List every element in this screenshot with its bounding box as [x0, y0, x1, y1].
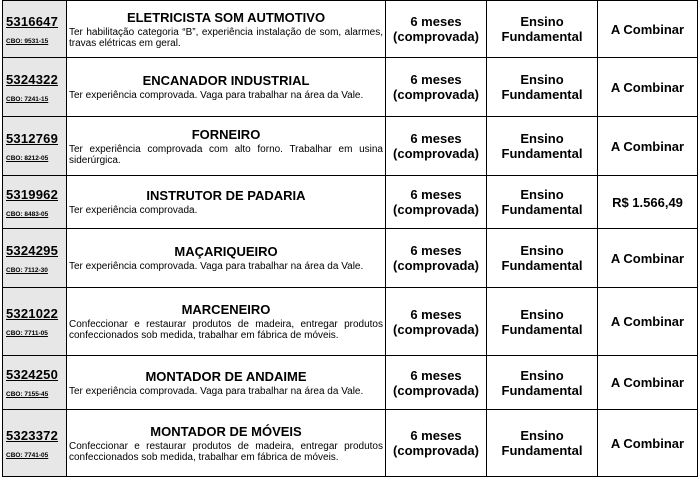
job-description: Confeccionar e restaurar produtos de madeira, entregar produtos confeccionados sob medida, trabalhar em fábrica de móveis. — [69, 440, 383, 463]
experience-line-2: (comprovada) — [393, 321, 479, 337]
job-description: Ter experiência comprovada. — [69, 205, 198, 216]
job-title: MONTADOR DE ANDAIME — [145, 368, 307, 384]
experience-cell — [386, 229, 487, 288]
cbo-code: CBO: 7711-05 — [6, 330, 48, 337]
description-cell — [67, 176, 386, 229]
education-cell — [487, 1, 598, 58]
education — [487, 307, 597, 337]
education-line-2: Fundamental — [501, 87, 583, 102]
salary: A Combinar — [610, 375, 685, 390]
description-cell — [67, 58, 386, 117]
education-line-2: Fundamental — [501, 443, 583, 458]
education — [487, 187, 597, 217]
salary-cell — [598, 410, 698, 477]
salary-cell — [598, 176, 698, 229]
salary: A Combinar — [610, 314, 685, 329]
salary: A Combinar — [610, 21, 685, 37]
experience — [386, 14, 486, 44]
experience — [386, 368, 486, 398]
description-cell — [67, 356, 386, 410]
education-cell — [487, 288, 598, 356]
salary-cell — [598, 356, 698, 410]
education — [487, 14, 597, 44]
salary: A Combinar — [610, 138, 685, 154]
description-cell — [67, 288, 386, 356]
salary-cell — [598, 229, 698, 288]
code-cell — [3, 117, 67, 176]
experience-line-1: 6 meses — [410, 243, 462, 258]
job-row — [3, 288, 698, 356]
description-cell — [67, 229, 386, 288]
education-cell — [487, 176, 598, 229]
experience-line-2: (comprovada) — [393, 146, 479, 161]
job-row — [3, 356, 698, 410]
education-line-1: Ensino — [520, 367, 564, 383]
job-description: Ter experiência comprovada. Vaga para trabalhar na área da Vale. — [69, 261, 364, 272]
job-code: 5324295 — [6, 242, 59, 258]
job-code: 5316647 — [6, 13, 59, 29]
job-rows — [3, 1, 698, 477]
experience-cell — [386, 410, 487, 477]
salary: A Combinar — [610, 79, 685, 95]
education-line-2: Fundamental — [501, 382, 583, 398]
experience — [386, 131, 486, 161]
job-description: Ter experiência comprovada. Vaga para trabalhar na área da Vale. — [69, 385, 364, 397]
education-cell — [487, 410, 598, 477]
education-cell — [487, 58, 598, 117]
experience-cell — [386, 117, 487, 176]
job-code: 5321022 — [6, 306, 59, 321]
job-row — [3, 58, 698, 117]
education-line-1: Ensino — [520, 428, 564, 443]
experience — [386, 307, 486, 337]
education — [487, 72, 597, 102]
education-line-1: Ensino — [520, 187, 564, 202]
experience-line-1: 6 meses — [410, 72, 462, 87]
description-cell — [67, 1, 386, 58]
education-line-1: Ensino — [520, 72, 564, 87]
cbo-code: CBO: 9531-15 — [6, 37, 49, 45]
job-row — [3, 176, 698, 229]
code-cell — [3, 176, 67, 229]
experience-line-2: (comprovada) — [393, 29, 479, 44]
job-description: Confeccionar e restaurar produtos de madeira, entregar produtos confeccionados sob medida, trabalhar em fábrica de móveis. — [69, 319, 383, 341]
experience — [386, 187, 486, 217]
cbo-code: CBO: 7155-45 — [6, 391, 49, 398]
education-line-2: Fundamental — [501, 202, 583, 217]
job-title: MAÇARIQUEIRO — [174, 244, 278, 259]
education-line-1: Ensino — [520, 243, 564, 258]
education — [487, 131, 597, 161]
experience — [386, 428, 486, 458]
cbo-code: CBO: 7741-05 — [6, 451, 49, 459]
experience-line-1: 6 meses — [410, 187, 462, 202]
job-title: FORNEIRO — [191, 126, 261, 142]
job-code: 5324250 — [6, 367, 59, 382]
experience-cell — [386, 356, 487, 410]
cbo-code: CBO: 8212-05 — [6, 154, 49, 162]
code-cell — [3, 288, 67, 356]
cbo-code: CBO: 8483-05 — [6, 210, 49, 218]
experience-line-1: 6 meses — [410, 306, 462, 322]
salary-cell — [598, 288, 698, 356]
experience-line-2: (comprovada) — [393, 382, 479, 398]
experience-line-2: (comprovada) — [393, 258, 479, 273]
experience-cell — [386, 1, 487, 58]
education-cell — [487, 117, 598, 176]
code-cell — [3, 356, 67, 410]
education — [487, 368, 597, 398]
experience-line-1: 6 meses — [410, 131, 462, 146]
experience-line-2: (comprovada) — [393, 202, 479, 217]
description-cell — [67, 117, 386, 176]
code-cell — [3, 1, 67, 58]
education-line-2: Fundamental — [501, 258, 583, 273]
job-code: 5319962 — [6, 186, 59, 202]
job-title: ELETRICISTA SOM AUTMOTIVO — [126, 9, 326, 25]
experience-line-1: 6 meses — [410, 367, 462, 383]
experience-line-2: (comprovada) — [393, 443, 479, 458]
code-cell — [3, 58, 67, 117]
salary: R$ 1.566,49 — [612, 194, 683, 210]
salary-cell — [598, 58, 698, 117]
job-title: MARCENEIRO — [181, 302, 271, 317]
education-line-2: Fundamental — [501, 29, 583, 44]
job-title: MONTADOR DE MÓVEIS — [150, 423, 302, 439]
job-description: Ter habilitação categoria “B”, experiência instalação de som, alarmes, travas elétricas em geral. — [69, 26, 383, 49]
job-description: Ter experiência comprovada. Vaga para trabalhar na área da Vale. — [69, 90, 364, 101]
experience-cell — [386, 288, 487, 356]
education — [487, 428, 597, 458]
description-cell — [67, 410, 386, 477]
experience-line-1: 6 meses — [410, 14, 462, 29]
education-line-2: Fundamental — [501, 321, 583, 337]
job-listings-table — [2, 0, 698, 477]
salary: A Combinar — [610, 250, 685, 266]
education-cell — [487, 229, 598, 288]
experience-cell — [386, 58, 487, 117]
experience — [386, 243, 486, 273]
job-row — [3, 117, 698, 176]
education-line-2: Fundamental — [501, 146, 583, 161]
job-code: 5324322 — [6, 71, 59, 87]
cbo-code: CBO: 7241-15 — [6, 95, 49, 103]
education-line-1: Ensino — [520, 306, 564, 322]
experience — [386, 72, 486, 102]
job-code: 5312769 — [6, 130, 59, 146]
experience-line-1: 6 meses — [410, 428, 462, 443]
education-line-1: Ensino — [520, 14, 564, 29]
salary-cell — [598, 117, 698, 176]
experience-cell — [386, 176, 487, 229]
education-cell — [487, 356, 598, 410]
salary-cell — [598, 1, 698, 58]
job-title: ENCANADOR INDUSTRIAL — [142, 73, 310, 88]
job-code: 5323372 — [6, 427, 59, 443]
code-cell — [3, 229, 67, 288]
job-row — [3, 1, 698, 58]
education-line-1: Ensino — [520, 131, 564, 146]
code-cell — [3, 410, 67, 477]
job-row — [3, 229, 698, 288]
job-description: Ter experiência comprovada com alto forno. Trabalhar em usina siderúrgica. — [69, 143, 383, 166]
education — [487, 243, 597, 273]
job-title: INSTRUTOR DE PADARIA — [146, 188, 306, 203]
cbo-code: CBO: 7112-30 — [6, 266, 48, 274]
job-row — [3, 410, 698, 477]
experience-line-2: (comprovada) — [393, 87, 479, 102]
salary: A Combinar — [610, 435, 685, 451]
